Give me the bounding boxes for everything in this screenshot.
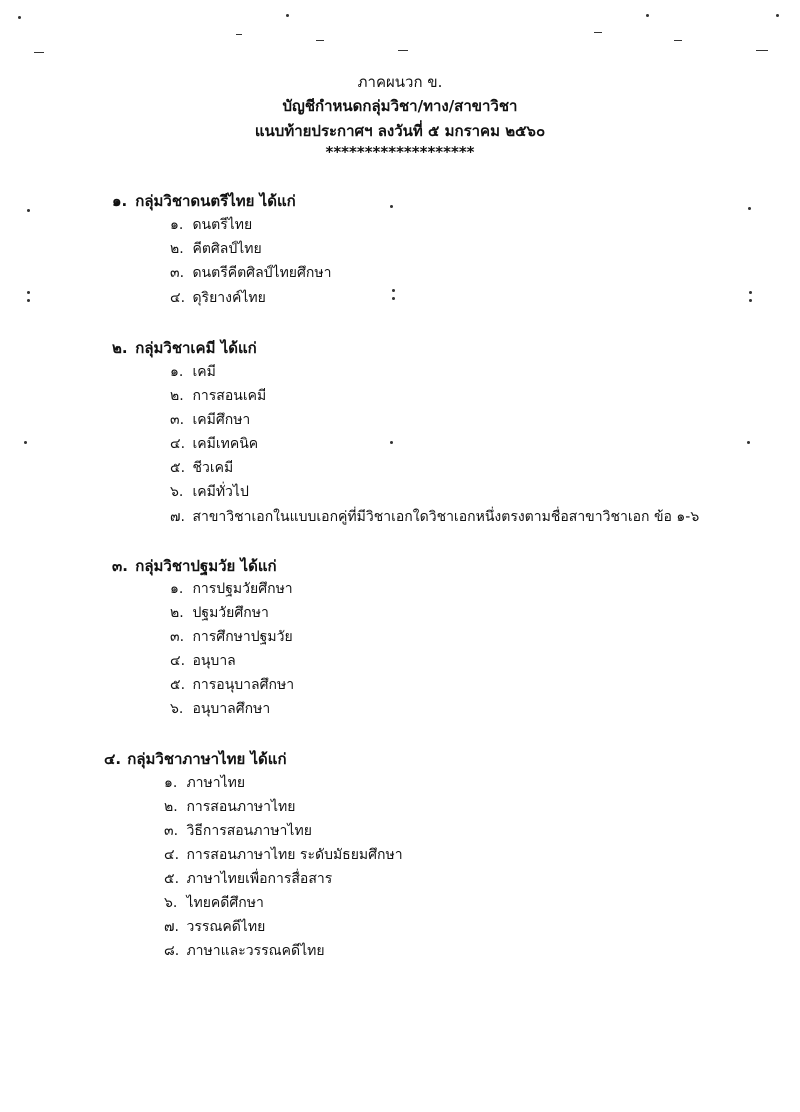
item-text: อนุบาลศึกษา [192,701,271,717]
list-item [170,506,699,528]
list-item [170,385,266,407]
scan-speck [286,14,289,17]
item-text: ปฐมวัยศึกษา [192,605,269,621]
list-item [170,287,266,309]
group-number: ๑. [112,192,128,210]
list-item [164,916,265,938]
scan-speck [748,207,751,210]
scan-speck [390,441,393,444]
item-number: ๑. [170,581,184,597]
list-item [170,361,216,383]
item-text: ภาษาไทย [186,775,246,791]
item-text: ดนตรีไทย [192,217,253,233]
item-number: ๖. [170,701,184,717]
scan-speck [34,52,44,53]
item-number: ๖. [170,484,184,500]
item-text: ดนตรีคีตศิลป์ไทยศึกษา [192,265,332,281]
scan-speck [749,291,752,294]
item-text: ภาษาไทยเพื่อการสื่อสาร [186,871,333,887]
item-text: ภาษาและวรรณคดีไทย [186,943,325,959]
list-item [170,698,270,720]
item-number: ๓. [170,629,185,645]
appendix-title: ภาคผนวก ข. [357,73,443,91]
list-item [170,578,293,600]
scan-speck [390,205,393,208]
item-number: ๒. [170,605,184,621]
item-text: การสอนภาษาไทย ระดับมัธยมศึกษา [186,847,403,863]
item-number: ๓. [164,823,179,839]
list-item [170,457,233,479]
scan-speck [594,32,602,33]
document-subtitle: บัญชีกำหนดกลุ่มวิชา/ทาง/สาขาวิชา [282,97,518,115]
list-item [164,892,264,914]
item-number: ๖. [164,895,178,911]
list-item [170,409,250,431]
scan-speck [18,16,21,19]
item-text: เคมีเทคนิค [192,436,259,452]
scan-speck [236,34,242,35]
list-item [170,262,331,284]
item-text: การสอนภาษาไทย [186,799,296,815]
item-text: เคมี [192,364,216,380]
group-title [112,189,296,213]
item-number: ๔. [170,290,186,306]
scan-speck [24,441,27,444]
scan-speck [392,297,395,300]
scan-speck [27,291,30,294]
item-text: การสอนเคมี [192,388,267,404]
item-number: ๑. [170,217,184,233]
list-item [170,650,236,672]
item-text: วิธีการสอนภาษาไทย [186,823,312,839]
item-text: ไทยคดีศึกษา [186,895,264,911]
list-item [170,433,258,455]
scan-speck [27,209,30,212]
item-number: ๓. [170,412,185,428]
list-item [170,674,294,696]
group-title-text: กลุ่มวิชาภาษาไทย ได้แก่ [127,750,287,768]
item-number: ๒. [164,799,178,815]
item-text: การปฐมวัยศึกษา [192,581,293,597]
item-number: ๕. [170,677,186,693]
group-title [112,336,257,360]
item-text: สาขาวิชาเอกในแบบเอกคู่ที่มีวิชาเอกใดวิชาเอกหนึ่งตรงตามชื่อสาขาวิชาเอก ข้อ ๑-๖ [192,509,700,525]
separator-stars: ******************* [325,143,475,161]
item-text: การอนุบาลศึกษา [192,677,295,693]
group-title [104,747,287,771]
scan-speck [398,50,408,51]
list-item [170,214,252,236]
scan-speck [674,40,682,41]
item-number: ๕. [170,460,186,476]
scan-speck [756,50,768,51]
group-number: ๓. [112,557,128,575]
item-text: คีตศิลป์ไทย [192,241,262,257]
list-item [164,796,296,818]
item-number: ๒. [170,241,184,257]
item-number: ๔. [170,436,186,452]
item-text: เคมีศึกษา [192,412,251,428]
item-text: เคมีทั่วไป [192,484,249,500]
list-item [170,481,249,503]
item-number: ๑. [170,364,184,380]
group-title [112,554,277,578]
item-number: ๒. [170,388,184,404]
item-number: ๕. [164,871,180,887]
scan-speck [749,299,752,302]
list-item [164,868,332,890]
group-title-text: กลุ่มวิชาปฐมวัย ได้แก่ [135,557,277,575]
scan-speck [27,299,30,302]
list-item [164,940,325,962]
list-item [164,772,245,794]
item-number: ๗. [164,919,179,935]
item-text: วรรณคดีไทย [186,919,266,935]
item-number: ๗. [170,509,185,525]
item-text: การศึกษาปฐมวัย [192,629,293,645]
item-text: อนุบาล [192,653,236,669]
item-number: ๔. [170,653,186,669]
item-number: ๑. [164,775,178,791]
list-item [164,844,403,866]
group-number: ๔. [104,750,122,768]
scan-speck [646,14,649,17]
group-title-text: กลุ่มวิชาดนตรีไทย ได้แก่ [135,192,296,210]
list-item [170,602,269,624]
announcement-date-line: แนบท้ายประกาศฯ ลงวันที่ ๕ มกราคม ๒๕๖๐ [254,122,546,140]
list-item [170,238,262,260]
list-item [164,820,312,842]
item-number: ๔. [164,847,180,863]
item-number: ๓. [170,265,185,281]
item-text: ดุริยางค์ไทย [192,290,266,306]
scan-speck [776,14,779,17]
list-item [170,626,293,648]
scan-speck [392,289,395,292]
scan-speck [316,40,324,41]
item-number: ๘. [164,943,180,959]
group-number: ๒. [112,339,128,357]
item-text: ชีวเคมี [192,460,234,476]
scan-speck [747,441,750,444]
group-title-text: กลุ่มวิชาเคมี ได้แก่ [135,339,257,357]
